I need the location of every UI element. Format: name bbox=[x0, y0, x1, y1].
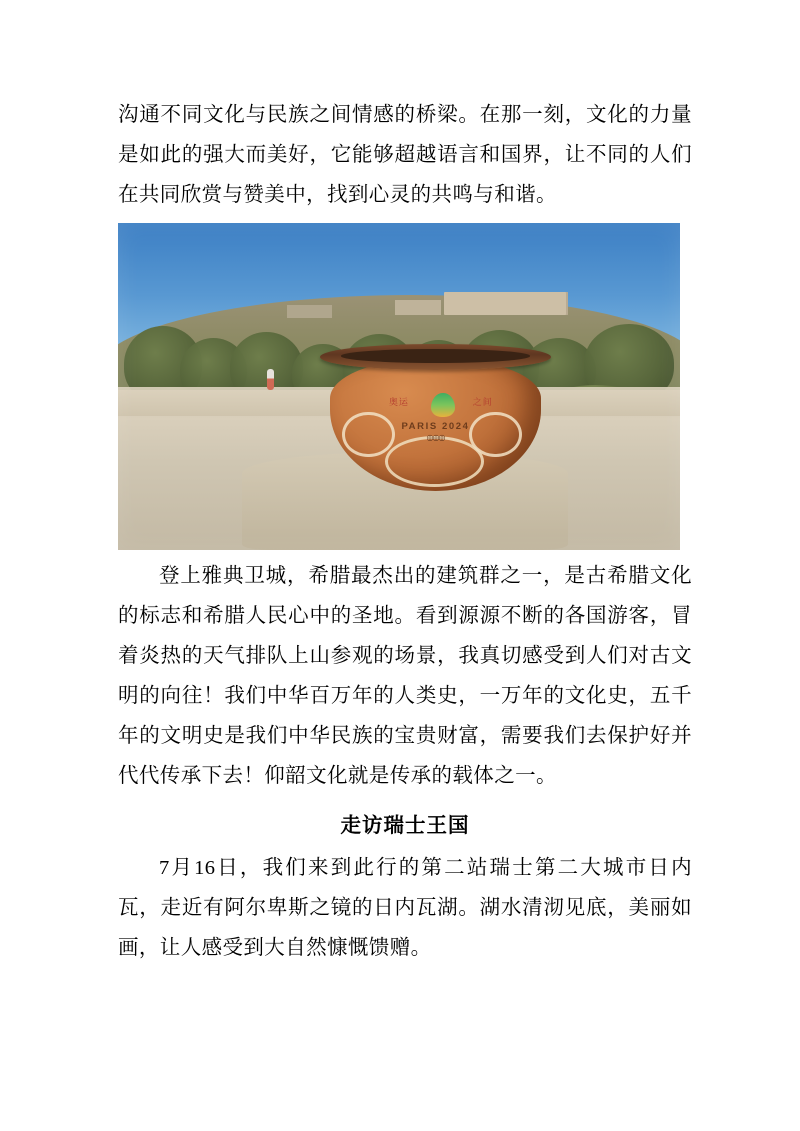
paris-2024-text: PARIS 2024 bbox=[401, 421, 470, 433]
section-heading-switzerland: 走访瑞士王国 bbox=[340, 815, 470, 837]
urn-rim bbox=[320, 344, 550, 370]
urn-emblem-left-text: 奥运 bbox=[388, 397, 409, 408]
tourist-figure bbox=[267, 369, 274, 390]
paragraph-geneva: 7月16日，我们来到此行的第二站瑞士第二大城市日内瓦，走近有阿尔卑斯之镜的日内瓦湖。湖水清沏见底，美丽如画，让人感受到大自然慷慨馈赠。 bbox=[118, 857, 692, 959]
paragraph-opening: 沟通不同文化与民族之间情感的桥梁。在那一刻，文化的力量是如此的强大而美好，它能够超越语言和国界，让不同的人们在共同欣赏与赞美中，找到心灵的共鸣与和谐。 bbox=[118, 104, 692, 206]
figure-acropolis-olympic-urn bbox=[118, 223, 680, 550]
urn-emblem-right-text: 之间 bbox=[472, 397, 493, 408]
olympic-rings-icon: ◎◎◎ bbox=[426, 432, 445, 442]
olympic-urn bbox=[320, 337, 550, 491]
urn-body bbox=[330, 359, 542, 491]
urn-motif bbox=[385, 436, 484, 487]
photo-canvas bbox=[118, 223, 680, 550]
paragraph-acropolis: 登上雅典卫城，希腊最杰出的建筑群之一，是古希腊文化的标志和希腊人民心中的圣地。看到源源不断的各国游客，冒着炎热的天气排队上山参观的场景，我真切感受到人们对古文明的向往！我们中华百万年的人类史，一万年的文化史，五千年的文明史是我们中华民族的宝贵财富，需要我们去保护好并代代传承下去！仰韶文化就是传承的载体之一。 bbox=[118, 565, 692, 787]
olympic-flame-icon bbox=[431, 393, 454, 417]
